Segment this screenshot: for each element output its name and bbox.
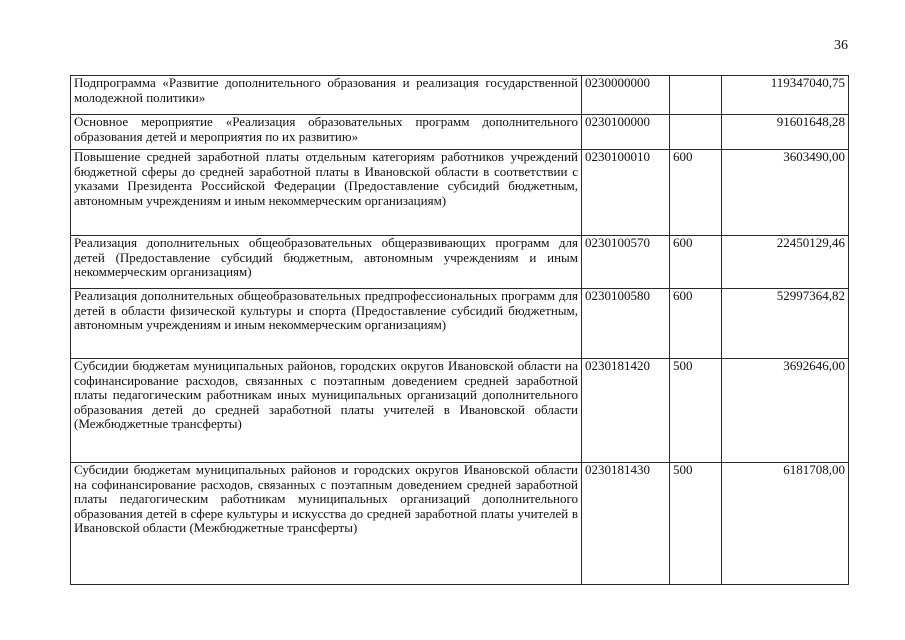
row-amount: 52997364,82 bbox=[722, 289, 849, 359]
row-amount: 3692646,00 bbox=[722, 359, 849, 463]
table-row bbox=[71, 359, 849, 463]
table-row bbox=[71, 150, 849, 236]
row-name: Подпрограмма «Развитие дополнительного образования и реализация государственной молодежной политики» bbox=[71, 76, 582, 115]
row-amount: 119347040,75 bbox=[722, 76, 849, 115]
row-expense-type: 600 bbox=[670, 150, 722, 236]
row-amount: 91601648,28 bbox=[722, 115, 849, 150]
row-code: 0230100580 bbox=[582, 289, 670, 359]
table-row bbox=[71, 289, 849, 359]
row-name: Реализация дополнительных общеобразовательных общеразвивающих программ для детей (Предоставление субсидий бюджетным, автономным учреждениям и иным некоммерческим организациям) bbox=[71, 236, 582, 289]
row-expense-type: 500 bbox=[670, 359, 722, 463]
row-name: Повышение средней заработной платы отдельным категориям работников учреждений бюджетной сферы до средней заработной платы в Ивановской области в соответствии с указами Президента Российской Федерации (Предоставление субсидий бюджетным, автономным учреждениям и иным некоммерческим организациям) bbox=[71, 150, 582, 236]
row-name: Основное мероприятие «Реализация образовательных программ дополнительного образования детей и мероприятия по их развитию» bbox=[71, 115, 582, 150]
table-row bbox=[71, 463, 849, 585]
row-amount: 22450129,46 bbox=[722, 236, 849, 289]
row-code: 0230000000 bbox=[582, 76, 670, 115]
row-code: 0230181420 bbox=[582, 359, 670, 463]
table-row bbox=[71, 76, 849, 115]
row-code: 0230100570 bbox=[582, 236, 670, 289]
row-code: 0230181430 bbox=[582, 463, 670, 585]
row-name: Субсидии бюджетам муниципальных районов, городских округов Ивановской области на софинансирование расходов, связанных с поэтапным доведением средней заработной платы педагогическим работникам иных муниципальных организаций дополнительного образования детей до средней заработной платы учителей в Ивановской области (Межбюджетные трансферты) bbox=[71, 359, 582, 463]
row-name: Реализация дополнительных общеобразовательных предпрофессиональных программ для детей в области физической культуры и спорта (Предоставление субсидий бюджетным, автономным учреждениям и иным некоммерческим организациям) bbox=[71, 289, 582, 359]
row-expense-type: 600 bbox=[670, 289, 722, 359]
page-number: 36 bbox=[834, 38, 848, 53]
row-code: 0230100010 bbox=[582, 150, 670, 236]
budget-table bbox=[70, 75, 849, 585]
row-name: Субсидии бюджетам муниципальных районов и городских округов Ивановской области на софинансирование расходов, связанных с поэтапным доведением средней заработной платы педагогическим работникам муниципальных организаций дополнительного образования детей в сфере культуры и искусства до средней заработной платы учителей в Ивановской области (Межбюджетные трансферты) bbox=[71, 463, 582, 585]
row-code: 0230100000 bbox=[582, 115, 670, 150]
row-amount: 3603490,00 bbox=[722, 150, 849, 236]
row-expense-type bbox=[670, 115, 722, 150]
row-expense-type bbox=[670, 76, 722, 115]
table-row bbox=[71, 236, 849, 289]
row-expense-type: 600 bbox=[670, 236, 722, 289]
row-expense-type: 500 bbox=[670, 463, 722, 585]
table-row bbox=[71, 115, 849, 150]
row-amount: 6181708,00 bbox=[722, 463, 849, 585]
